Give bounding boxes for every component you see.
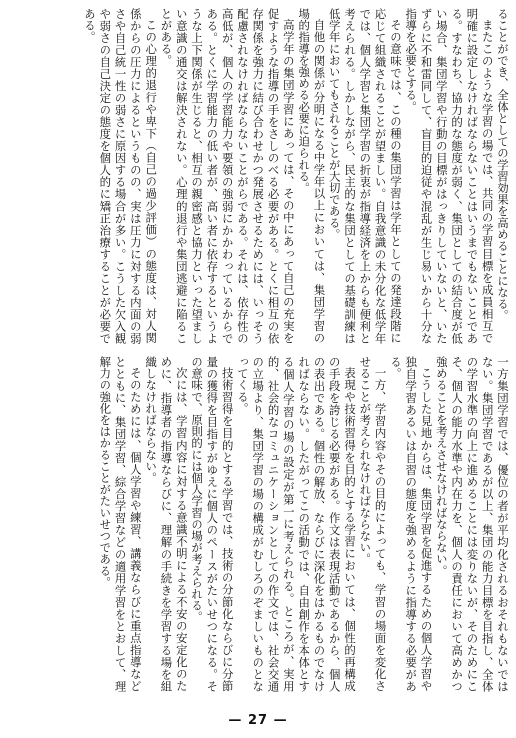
paragraph: 技術習得を目的とする学習では、技術の分節化ならびに分節量の獲得を目指すがゆえに個人のペースがたいせつになる。その意味で、原則的には個人学習の場が考えられる。 xyxy=(190,356,235,692)
paragraph: またこのような学習の場では、共同の学習目標を成員相互で明確に設定しなければならないことはいうまでもないことである。すなわち、協力的な態度が弱く、集団としての結合度が低い場合、集団学習や行動の目標がはっきりしていないと、いたずらに不和雷同して、盲目的迫従や混乱が生じ易いから十分な指導を必要とする。 xyxy=(404,8,495,344)
paragraph: 一方、学習内容やその目的によっても、学習の場面を変化させることが考えられなければならない。 xyxy=(358,356,388,692)
paragraph: 表現や技術習得を目的とする学習においては、個性的再構成の手段を誇じる必要がある。作文は表現活動であるから、個人の表出である。個性の解放、ならびに深化をはかるものでなければならない。したがってこの活動では、自由創作を本体とする個人学習の場の設定が第一に考えられる。ところが、実用的、社会的なコミュニケーションとしての作文では、社会交通の立場より、集団学習の場の構成がむしろのぞましいものとなってくる。 xyxy=(235,356,358,692)
paragraph: そのためには、個人学習や練習、講義ならびに重点指導などとともに、集団学習、綜合学習などの適用学習をとおして、理解力の強化をはかることがたいせつである。 xyxy=(98,356,143,692)
paragraph: 次には、学習内容に対する意識不明による不安の安定化のために、指導者の指導ならびに、理解の手続きを学習する場を組織しなければならない。 xyxy=(144,356,189,692)
lower-text-block xyxy=(6,356,510,692)
upper-text-block xyxy=(6,8,510,344)
paragraph: ることができ、全体としての学習効果を高めることになる。 xyxy=(496,8,510,322)
paragraph: 高学年の集団学習にあっては、その中にあって自己の充実を促すような指導の手をさしのべる必要がある。とくに相互の依存関係を強力に結び合わせかつ発展させるためには、いっそう配慮されなければならないことがらである。それは、依存性の高低が、個人の学習能力や要領の強弱にかかわっているからである。とくに学習能力の低い者が、高い者に依存するというような上下関係が生じると、相互の親密感と協力といった望ましい意識の通交は解決されない。心理的退行や集団逃避に陥ることがある。 xyxy=(159,8,296,344)
page-number: — 27 — xyxy=(228,713,288,728)
paragraph: その意味では、この種の集団学習は学年としての発達段階に応じて組織されることが望ましい。自我意識の未分化な低学年では、個人学習と集団学習の折衷が指導経済を上からも便利と考えられる。しかしながら、民主的な集団としての基礎訓練は低学年においてもされることが大切である。 xyxy=(327,8,403,344)
paragraph: こうした見地からは、集団学習を促進するための個人学習や独自学習あるいは自習の態度を強めるように指導する必要がある。 xyxy=(388,356,434,692)
paragraph: この心理的退行や卑下（自己の過少評価）の態度は、対人関係からの圧力によるというものの、実は圧力に対する内面の弱さや自己統一性の弱さに原因する場合が多い。こうした欠入観や弱さの自己決定の態度を個人的に矯正治療することが必要である。 xyxy=(82,8,159,344)
paragraph: 一方集団学習では、優位の者が平均化されるおそれもないではない。集団学習であるが以上、集団の能力目標を目指し、全体の学習水準の向上に進めることには変りないが、そのためにこそ、個人の能力水準や内在力を、個人の責任において高めかつ強めることを考えさせなければならない。 xyxy=(434,356,510,692)
paragraph: 自他の関係が分明になる中学年以上においては、集団学習の場的指導を強める必要に迫られる。 xyxy=(297,8,327,344)
